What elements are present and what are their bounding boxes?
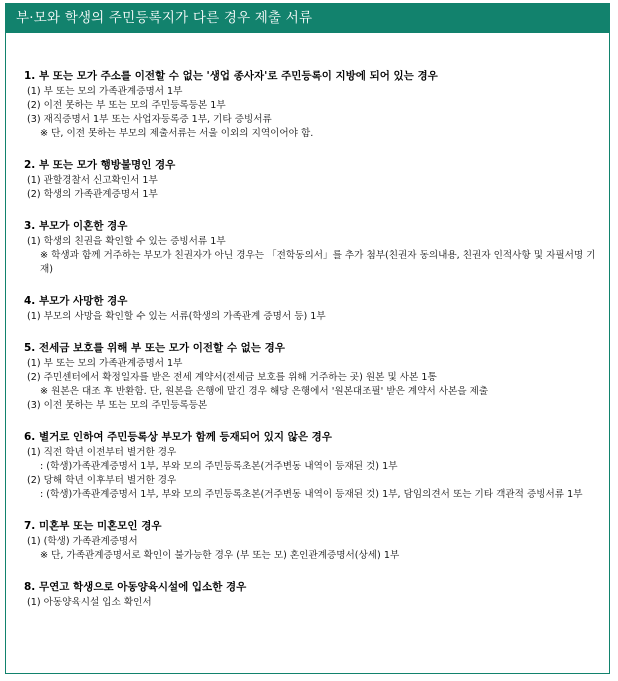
list-item: (2) 당해 학년 이후부터 별거한 경우 (27, 475, 177, 486)
page-title: 부·모와 학생의 주민등록지가 다른 경우 제출 서류 (6, 4, 609, 33)
list-item: (1) 아동양육시설 입소 확인서 (27, 597, 152, 608)
section-title: 3. 부모가 이혼한 경우 (24, 220, 128, 232)
list-item: (1) 부모의 사망을 확인할 수 있는 서류(학생의 가족관계 증명서 등) 1부 (27, 311, 326, 322)
section-7 (24, 519, 599, 563)
note-item: ※ 단, 이전 못하는 부모의 제출서류는 서울 이외의 지역이어야 함. (40, 128, 314, 139)
list-item: (1) 관할경찰서 신고확인서 1부 (27, 175, 158, 186)
section-title: 7. 미혼부 또는 미혼모인 경우 (24, 520, 162, 532)
list-item: (3) 재직증명서 1부 또는 사업자등록증 1부, 기타 증빙서류 (27, 114, 272, 125)
section-6 (24, 430, 599, 502)
list-item: (2) 이전 못하는 부 또는 모의 주민등록등본 1부 (27, 100, 226, 111)
list-item: (2) 학생의 가족관계증명서 1부 (27, 189, 158, 200)
detail-item: : (학생)가족관계증명서 1부, 부와 모의 주민등록초본(거주변동 내역이 등재된 것) 1부 (40, 461, 398, 472)
section-title: 8. 무연고 학생으로 아동양육시설에 입소한 경우 (24, 581, 247, 593)
section-title: 5. 전세금 보호를 위해 부 또는 모가 이전할 수 없는 경우 (24, 342, 285, 354)
section-2 (24, 158, 599, 202)
list-item: (2) 주민센터에서 확정일자를 받은 전세 계약서(전세금 보호를 위해 거주하는 곳) 원본 및 사본 1통 (27, 372, 437, 383)
note-item: ※ 학생과 함께 거주하는 부모가 친권자가 아닌 경우는 「전학동의서」를 추가 첨부(친권자 동의내용, 친권자 인적사항 및 자필서명 기재) (40, 250, 596, 275)
list-item: (1) (학생) 가족관계증명서 (27, 536, 138, 547)
list-item: (1) 부 또는 모의 가족관계증명서 1부 (27, 358, 183, 369)
list-item: (1) 학생의 친권을 확인할 수 있는 증빙서류 1부 (27, 236, 226, 247)
section-1 (24, 69, 599, 141)
section-3 (24, 219, 599, 277)
document-body (6, 33, 609, 610)
section-8 (24, 580, 599, 610)
document-frame (5, 3, 610, 674)
section-title: 6. 별거로 인하여 주민등록상 부모가 함께 등재되어 있지 않은 경우 (24, 431, 332, 443)
section-4 (24, 294, 599, 324)
section-5 (24, 341, 599, 413)
list-item: (1) 직전 학년 이전부터 별거한 경우 (27, 447, 177, 458)
section-title: 2. 부 또는 모가 행방불명인 경우 (24, 159, 176, 171)
note-item: ※ 원본은 대조 후 반환함. 단, 원본을 은행에 맡긴 경우 해당 은행에서 '원본대조필' 받은 계약서 사본을 제출 (40, 386, 489, 397)
list-item: (3) 이전 못하는 부 또는 모의 주민등록등본 (27, 400, 208, 411)
section-title: 1. 부 또는 모가 주소를 이전할 수 없는 '생업 종사자'로 주민등록이 지방에 되어 있는 경우 (24, 70, 438, 82)
list-item: (1) 부 또는 모의 가족관계증명서 1부 (27, 86, 183, 97)
note-item: ※ 단, 가족관계증명서로 확인이 불가능한 경우 (부 또는 모) 혼인관계증명서(상세) 1부 (40, 550, 400, 561)
section-title: 4. 부모가 사망한 경우 (24, 295, 128, 307)
detail-item: : (학생)가족관계증명서 1부, 부와 모의 주민등록초본(거주변동 내역이 등재된 것) 1부, 담임의견서 또는 기타 객관적 증빙서류 1부 (40, 489, 583, 500)
